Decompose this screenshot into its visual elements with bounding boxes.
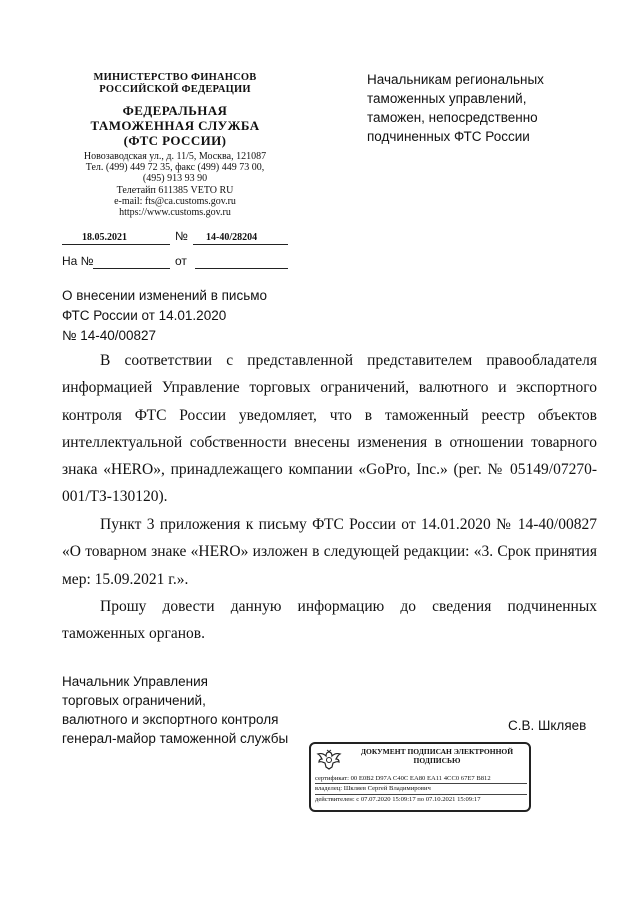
reference-underline xyxy=(93,256,170,269)
electronic-signature-stamp xyxy=(309,742,531,812)
reference-date-underline xyxy=(195,256,288,269)
stamp-validity: действителен: с 07.07.2020 15:09:17 по 07.10.2021 15:09:17 xyxy=(315,794,527,804)
stamp-title: ДОКУМЕНТ ПОДПИСАН ЭЛЕКТРОННОЙ ПОДПИСЬЮ xyxy=(360,747,514,765)
stamp-details xyxy=(315,774,527,804)
teletype-line: Телетайп 611385 VETO RU xyxy=(116,184,234,196)
letter-date: 18.05.2021 xyxy=(82,232,127,243)
addressee: Начальникам региональных таможенных управлений, таможен, непосредственно подчиненных ФТС России xyxy=(367,72,544,144)
reference-label: На № xyxy=(62,254,94,268)
stamp-owner: владелец: Шкляев Сергей Владимирович xyxy=(315,783,527,793)
reference-from-label: от xyxy=(175,254,187,268)
email-line: e-mail: fts@ca.customs.gov.ru xyxy=(114,195,236,207)
signatory-name: С.В. Шкляев xyxy=(508,718,587,733)
agency-contacts xyxy=(60,151,290,218)
body-paragraph-2: Пункт 3 приложения к письму ФТС России от 14.01.2020 № 14-40/00827 «О товарном знаке «HERO» изложен в следующей редакции: «3. Срок принятия мер: 15.09.2021 г.». xyxy=(62,516,597,588)
stamp-certificate: сертификат: 00 E0B2 D97A C40C EA80 EA11 4CC0 67E7 B812 xyxy=(315,775,491,782)
double-headed-eagle-icon xyxy=(316,749,342,771)
agency-name: ФЕДЕРАЛЬНАЯ ТАМОЖЕННАЯ СЛУЖБА (ФТС РОССИИ) xyxy=(90,103,260,148)
ministry-name: МИНИСТЕРСТВО ФИНАНСОВ РОССИЙСКОЙ ФЕДЕРАЦИИ xyxy=(93,72,257,95)
signatory-title: Начальник Управления торговых ограничений, валютного и экспортного контроля генерал-майор таможенной службы xyxy=(62,674,289,746)
body-paragraph-1: В соответствии с представленной представителем правообладателя информацией Управление торговых ограничений, валютного и экспортного контроля ФТС России уведомляет, что в таможенный реестр объектов интеллектуальной собственности внесены изменения в отношении товарного знака «HERO», принадлежащего компании «GoPro, Inc.» (рег. № 05149/07270-001/ТЗ-130120). xyxy=(62,352,597,506)
website-line: https://www.customs.gov.ru xyxy=(119,207,231,219)
phone-line-2: (495) 913 93 90 xyxy=(142,173,208,185)
number-sign: № xyxy=(175,229,188,243)
address-line: Новозаводская ул., д. 11/5, Москва, 121087 xyxy=(83,151,267,162)
phone-line: Тел. (499) 449 72 35, факс (499) 449 73 00, xyxy=(85,162,265,174)
letter-subject: О внесении изменений в письмо ФТС России от 14.01.2020 № 14-40/00827 xyxy=(62,288,268,343)
letter-number: 14-40/28204 xyxy=(206,232,258,243)
body-paragraph-3: Прошу довести данную информацию до сведения подчиненных таможенных органов. xyxy=(62,598,597,643)
